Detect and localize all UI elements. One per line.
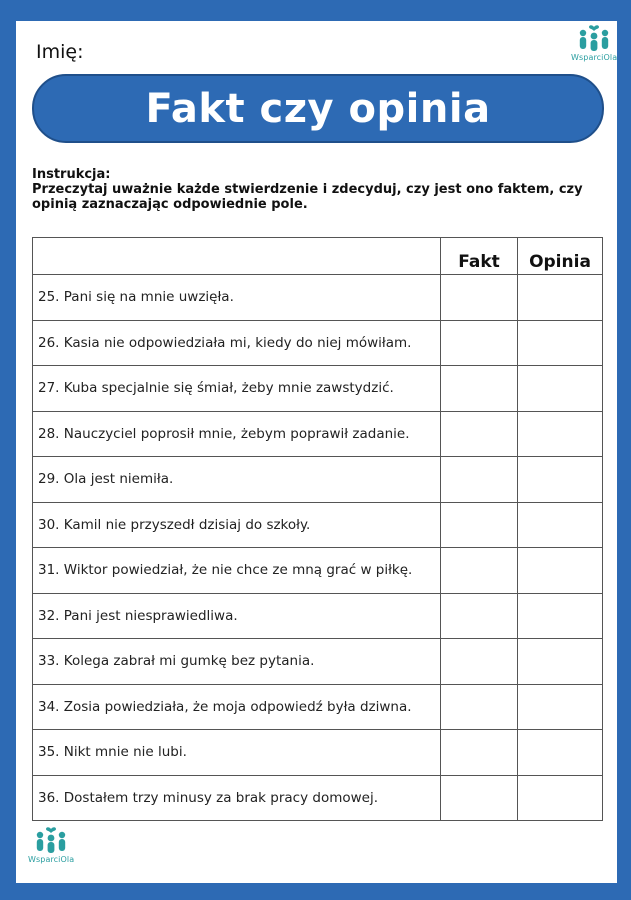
fact-opinion-table <box>32 237 603 821</box>
opinia-checkbox-cell[interactable] <box>518 320 603 366</box>
opinia-checkbox-cell[interactable] <box>518 730 603 776</box>
worksheet-page <box>16 21 617 883</box>
fakt-checkbox-cell[interactable] <box>441 639 518 685</box>
opinia-checkbox-cell[interactable] <box>518 775 603 821</box>
opinia-checkbox-cell[interactable] <box>518 275 603 321</box>
statement-cell: 27. Kuba specjalnie się śmiał, żeby mnie zawstydzić. <box>33 366 441 412</box>
fakt-checkbox-cell[interactable] <box>441 502 518 548</box>
statement-cell: 36. Dostałem trzy minusy za brak pracy domowej. <box>33 775 441 821</box>
people-group-heart-icon <box>33 826 69 854</box>
instructions <box>32 167 602 212</box>
fakt-checkbox-cell[interactable] <box>441 411 518 457</box>
opinia-checkbox-cell[interactable] <box>518 639 603 685</box>
fakt-checkbox-cell[interactable] <box>441 730 518 776</box>
header-opinia: Opinia <box>518 238 603 275</box>
table-row <box>33 639 603 685</box>
table-row <box>33 593 603 639</box>
opinia-checkbox-cell[interactable] <box>518 366 603 412</box>
table-row <box>33 457 603 503</box>
table-row <box>33 502 603 548</box>
logo-text: WsparciOla <box>28 855 75 864</box>
fakt-checkbox-cell[interactable] <box>441 684 518 730</box>
table-row <box>33 548 603 594</box>
opinia-checkbox-cell[interactable] <box>518 411 603 457</box>
title-banner <box>32 74 604 143</box>
fakt-checkbox-cell[interactable] <box>441 366 518 412</box>
statement-cell: 29. Ola jest niemiła. <box>33 457 441 503</box>
statement-cell: 25. Pani się na mnie uwzięła. <box>33 275 441 321</box>
statement-cell: 34. Zosia powiedziała, że moja odpowiedź była dziwna. <box>33 684 441 730</box>
statement-cell: 33. Kolega zabrał mi gumkę bez pytania. <box>33 639 441 685</box>
header-fakt: Fakt <box>441 238 518 275</box>
opinia-checkbox-cell[interactable] <box>518 502 603 548</box>
people-group-heart-icon <box>576 24 612 52</box>
statement-cell: 32. Pani jest niesprawiedliwa. <box>33 593 441 639</box>
fakt-checkbox-cell[interactable] <box>441 548 518 594</box>
table-row <box>33 320 603 366</box>
table-row <box>33 275 603 321</box>
table-header-row <box>33 238 603 275</box>
header-statement <box>33 238 441 275</box>
instructions-text: Przeczytaj uważnie każde stwierdzenie i zdecyduj, czy jest ono faktem, czy opinią zaznaczając odpowiednie pole. <box>32 182 583 212</box>
logo-bottom <box>28 826 74 864</box>
logo-top <box>571 24 617 62</box>
table-row <box>33 411 603 457</box>
instructions-heading: Instrukcja: <box>32 167 111 182</box>
name-field-label: Imię: <box>36 41 84 63</box>
table-row <box>33 684 603 730</box>
table-row <box>33 366 603 412</box>
page-title: Fakt czy opinia <box>145 85 491 132</box>
fakt-checkbox-cell[interactable] <box>441 275 518 321</box>
statement-cell: 31. Wiktor powiedział, że nie chce ze mną grać w piłkę. <box>33 548 441 594</box>
opinia-checkbox-cell[interactable] <box>518 593 603 639</box>
statement-cell: 28. Nauczyciel poprosił mnie, żebym poprawił zadanie. <box>33 411 441 457</box>
table-row <box>33 730 603 776</box>
fakt-checkbox-cell[interactable] <box>441 320 518 366</box>
fakt-checkbox-cell[interactable] <box>441 593 518 639</box>
statement-cell: 26. Kasia nie odpowiedziała mi, kiedy do niej mówiłam. <box>33 320 441 366</box>
opinia-checkbox-cell[interactable] <box>518 457 603 503</box>
logo-text: WsparciOla <box>571 53 618 62</box>
table-row <box>33 775 603 821</box>
fakt-checkbox-cell[interactable] <box>441 775 518 821</box>
statement-cell: 35. Nikt mnie nie lubi. <box>33 730 441 776</box>
fakt-checkbox-cell[interactable] <box>441 457 518 503</box>
opinia-checkbox-cell[interactable] <box>518 548 603 594</box>
opinia-checkbox-cell[interactable] <box>518 684 603 730</box>
statement-cell: 30. Kamil nie przyszedł dzisiaj do szkoły. <box>33 502 441 548</box>
